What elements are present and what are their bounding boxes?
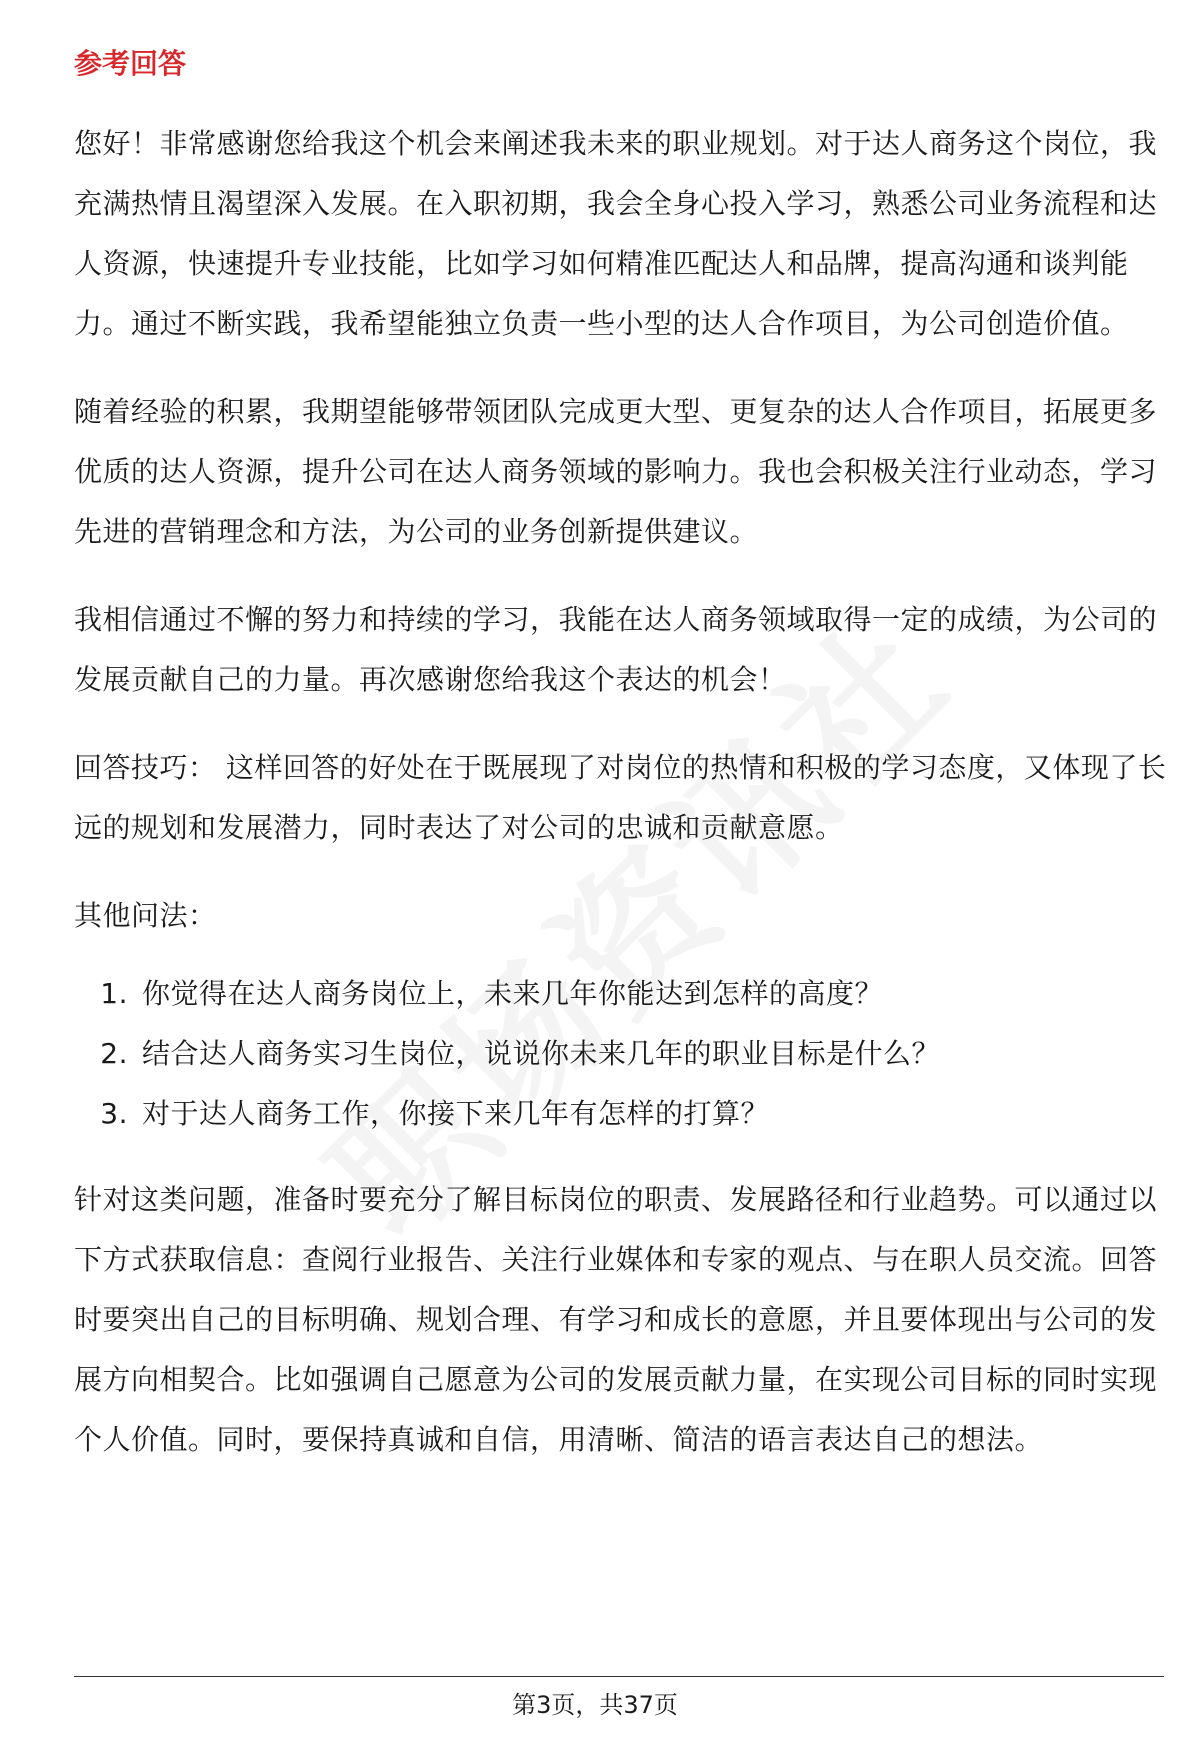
answer-tips: 回答技巧： 这样回答的好处在于既展现了对岗位的热情和积极的学习态度，又体现了长远的规划和发展潜力，同时表达了对公司的忠诚和贡献意愿。 — [74, 751, 1167, 844]
other-questions-list — [74, 964, 1174, 1144]
answer-paragraph-1: 您好！非常感谢您给我这个机会来阐述我未来的职业规划。对于达人商务这个岗位，我充满热情且渴望深入发展。在入职初期，我会全身心投入学习，熟悉公司业务流程和达人资源，快速提升专业技能，比如学习如何精准匹配达人和品牌，提高沟通和谈判能力。通过不断实践，我希望能独立负责一些小型的达人合作项目，为公司创造价值。 — [74, 127, 1158, 340]
preparation-advice: 针对这类问题，准备时要充分了解目标岗位的职责、发展路径和行业趋势。可以通过以下方式获取信息：查阅行业报告、关注行业媒体和专家的观点、与在职人员交流。回答时要突出自己的目标明确、规划合理、有学习和成长的意愿，并且要体现出与公司的发展方向相契合。比如强调自己愿意为公司的发展贡献力量，在实现公司目标的同时实现个人价值。同时，要保持真诚和自信，用清晰、简洁的语言表达自己的想法。 — [74, 1183, 1158, 1456]
list-item-text: 对于达人商务工作，你接下来几年有怎样的打算？ — [142, 1097, 770, 1130]
answer-paragraph-3: 我相信通过不懈的努力和持续的学习，我能在达人商务领域取得一定的成绩，为公司的发展贡献自己的力量。再次感谢您给我这个表达的机会！ — [74, 603, 1158, 696]
list-item-number: 3. — [100, 1097, 128, 1130]
list-item-number: 1. — [100, 977, 128, 1010]
other-questions-label: 其他问法： — [74, 899, 217, 932]
list-item — [74, 964, 1174, 1024]
answer-paragraph-2: 随着经验的积累，我期望能够带领团队完成更大型、更复杂的达人合作项目，拓展更多优质的达人资源，提升公司在达人商务领域的影响力。我也会积极关注行业动态，学习先进的营销理念和方法，为公司的业务创新提供建议。 — [74, 395, 1158, 548]
list-item — [74, 1084, 1174, 1144]
list-item-text: 你觉得在达人商务岗位上，未来几年你能达到怎样的高度？ — [142, 977, 884, 1010]
section-title: 参考回答 — [74, 47, 187, 80]
list-item-number: 2. — [100, 1037, 128, 1070]
footer-divider — [74, 1676, 1164, 1677]
list-item — [74, 1024, 1174, 1084]
page-content — [74, 44, 1174, 1498]
list-item-text: 结合达人商务实习生岗位，说说你未来几年的职业目标是什么？ — [142, 1037, 941, 1070]
page-number: 第3页，共37页 — [512, 1691, 678, 1719]
